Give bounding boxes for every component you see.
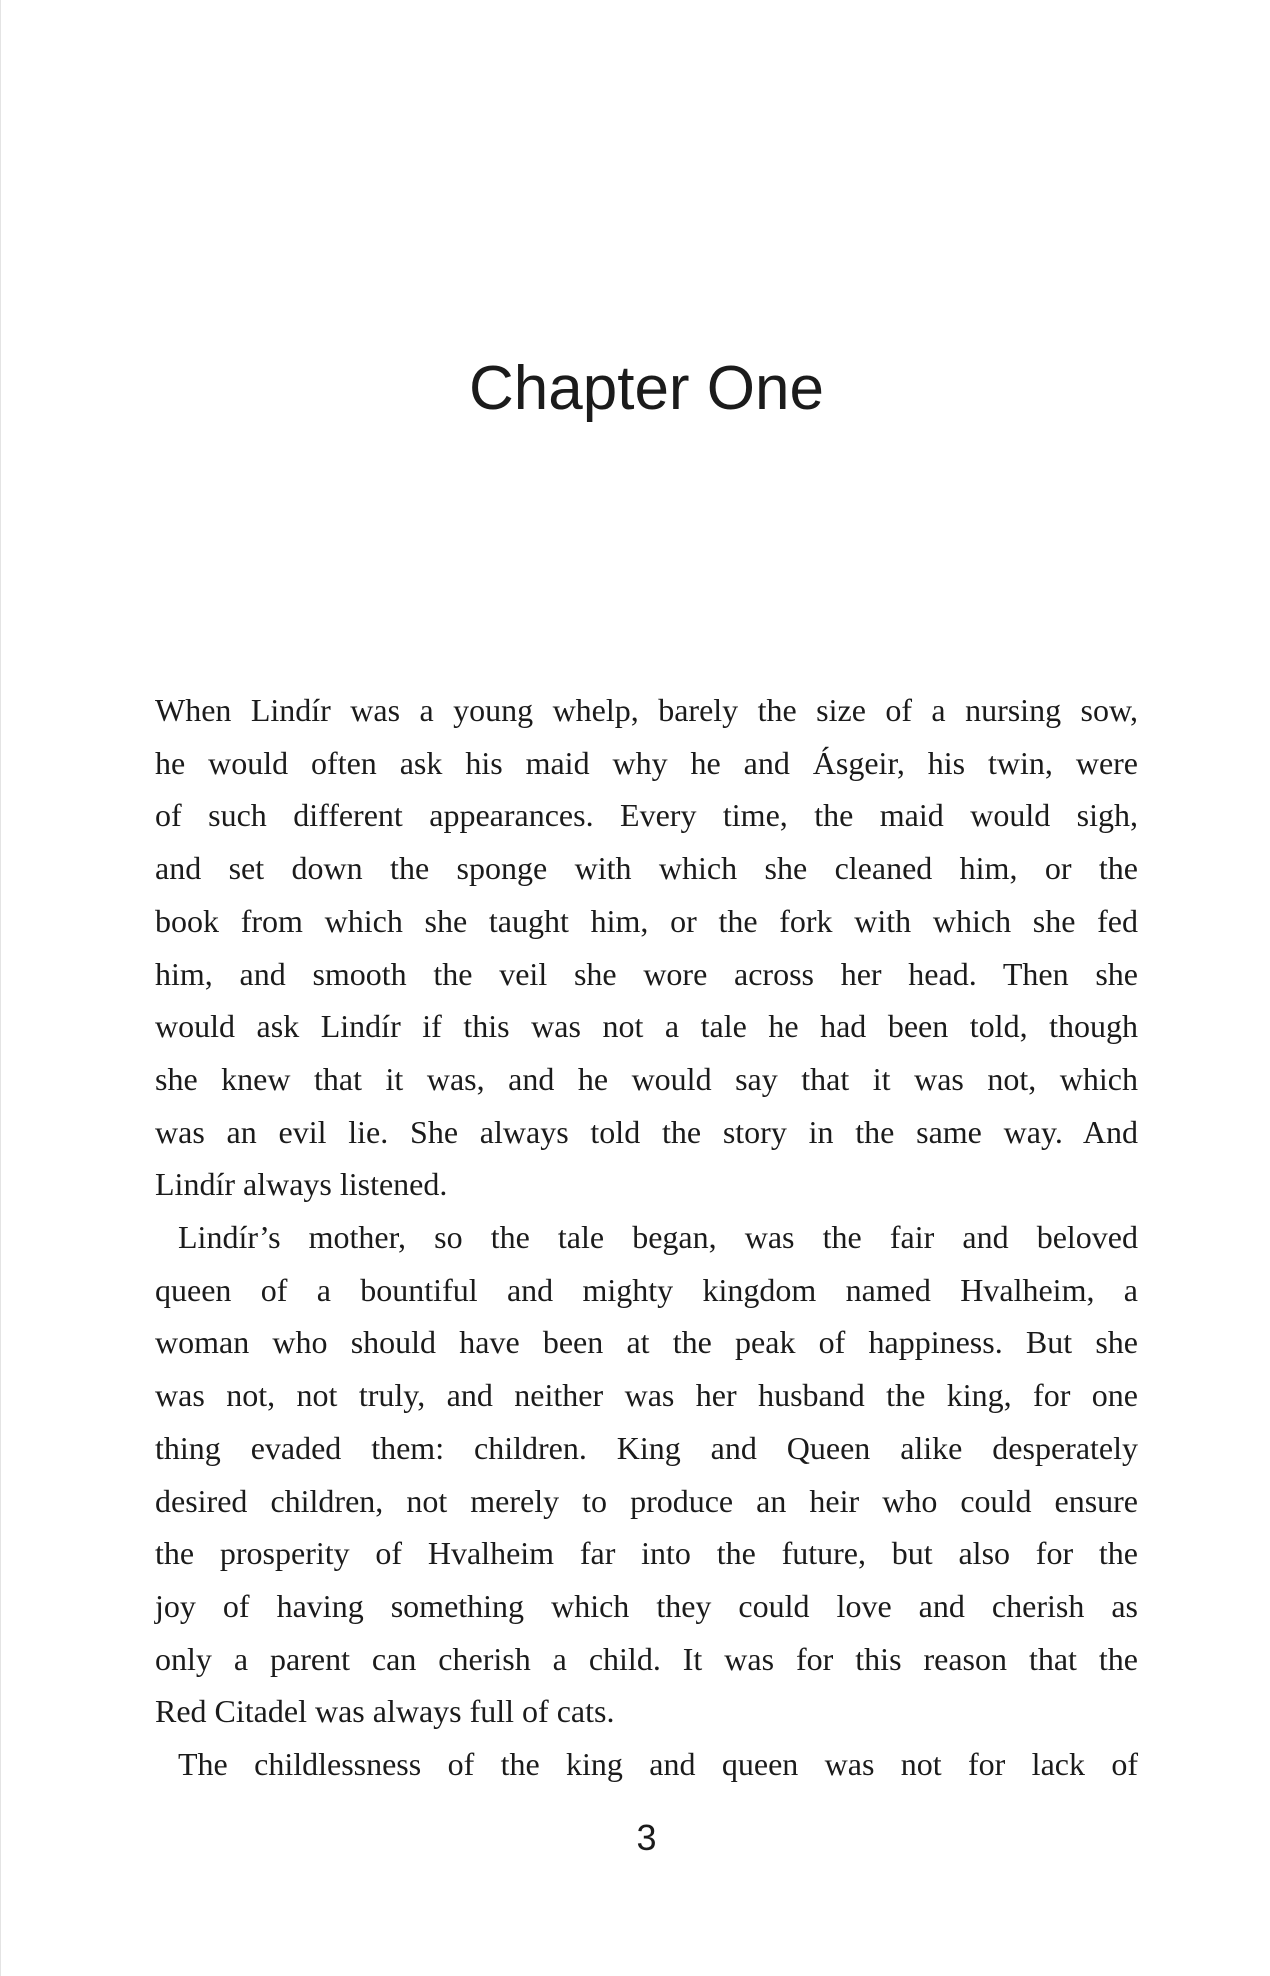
paragraph: [155, 1738, 1138, 1791]
body-line: thing evaded them: children. King and Queen alike desperately: [155, 1429, 1138, 1466]
body-line: and set down the sponge with which she cleaned him, or the: [155, 850, 1138, 887]
body-line: would ask Lindír if this was not a tale he had been told, though: [155, 1008, 1138, 1045]
body-line: was not, not truly, and neither was her husband the king, for one: [155, 1377, 1138, 1414]
body-line: Red Citadel was always full of cats.: [155, 1693, 615, 1730]
body-line: Lindír always listened.: [155, 1166, 448, 1203]
body-line: When Lindír was a young whelp, barely the size of a nursing sow,: [155, 692, 1138, 728]
body-line: queen of a bountiful and mighty kingdom named Hvalheim, a: [155, 1271, 1138, 1308]
page-body-text: [155, 684, 1138, 1791]
body-line: of such different appearances. Every time, the maid would sigh,: [155, 797, 1138, 834]
body-line: she knew that it was, and he would say that it was not, which: [155, 1060, 1138, 1097]
body-line: him, and smooth the veil she wore across her head. Then she: [155, 955, 1138, 992]
body-line: joy of having something which they could love and cherish as: [155, 1587, 1138, 1624]
page-number: 3: [636, 1817, 657, 1858]
body-line: was an evil lie. She always told the story in the same way. And: [155, 1113, 1138, 1150]
paragraph: [155, 684, 1138, 1211]
body-line: the prosperity of Hvalheim far into the future, but also for the: [155, 1535, 1138, 1572]
body-line: desired children, not merely to produce an heir who could ensure: [155, 1482, 1138, 1519]
body-line: The childlessness of the king and queen was not for lack of: [178, 1746, 1138, 1783]
paragraph: [155, 1211, 1138, 1738]
body-line: only a parent can cherish a child. It was for this reason that the: [155, 1640, 1138, 1677]
body-line: Lindír’s mother, so the tale began, was the fair and beloved: [178, 1219, 1138, 1256]
body-line: he would often ask his maid why he and Ásgeir, his twin, were: [155, 744, 1138, 781]
body-line: book from which she taught him, or the fork with which she fed: [155, 902, 1138, 939]
body-line: woman who should have been at the peak of happiness. But she: [155, 1324, 1138, 1361]
chapter-title: Chapter One: [469, 354, 824, 423]
